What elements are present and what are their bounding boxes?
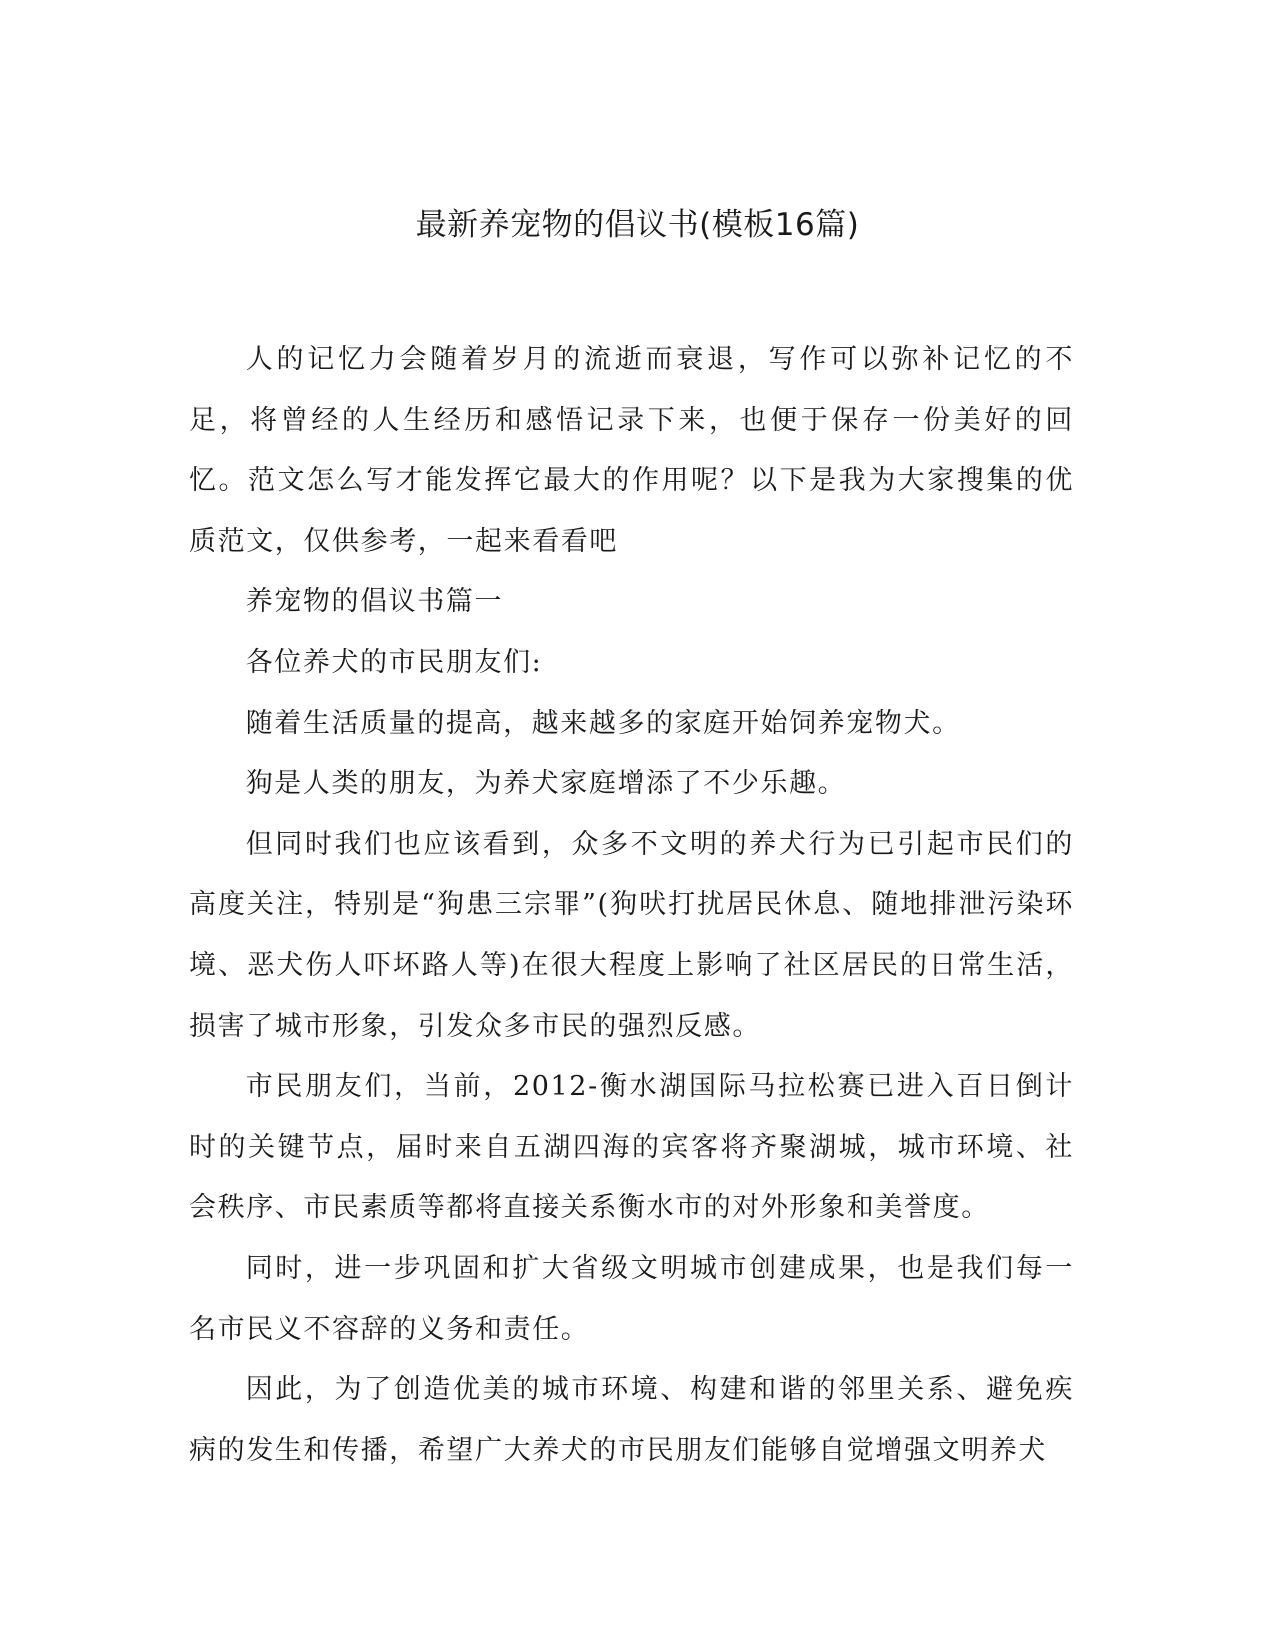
- paragraph: 狗是人类的朋友，为养犬家庭增添了不少乐趣。: [245, 768, 847, 800]
- paragraph: 因此，为了创造优美的城市环境、构建和谐的邻里关系、避免疾病的发生和传播，希望广大养犬的市民朋友们能够自觉增强文明养犬: [189, 1374, 1074, 1466]
- document-title: 最新养宠物的倡议书(模板16篇): [415, 207, 860, 243]
- paragraph: 同时，进一步巩固和扩大省级文明城市创建成果，也是我们每一名市民义不容辞的义务和责任。: [189, 1252, 1074, 1345]
- document-body: [189, 330, 1074, 1481]
- paragraph: 随着生活质量的提高，越来越多的家庭开始饲养宠物犬。: [245, 707, 961, 739]
- section-heading: 养宠物的倡议书篇一: [245, 586, 504, 618]
- paragraph: 但同时我们也应该看到，众多不文明的养犬行为已引起市民们的高度关注，特别是“狗患三宗罪”(狗吠打扰居民休息、随地排泄污染环境、恶犬伤人吓坏路人等)在很大程度上影响了社区居民的日常生活，损害了城市形象，引发众多市民的强烈反感。: [189, 828, 1074, 1042]
- paragraph-intro: 人的记忆力会随着岁月的流逝而衰退，写作可以弥补记忆的不足，将曾经的人生经历和感悟记录下来，也便于保存一份美好的回忆。范文怎么写才能发挥它最大的作用呢？以下是我为大家搜集的优质范文，仅供参考，一起来看看吧: [189, 344, 1074, 557]
- salutation: 各位养犬的市民朋友们:: [245, 646, 543, 678]
- paragraph: 市民朋友们，当前，2012-衡水湖国际马拉松赛已进入百日倒计时的关键节点，届时来自五湖四海的宾客将齐聚湖城，城市环境、社会秩序、市民素质等都将直接关系衡水市的对外形象和美誉度。: [189, 1071, 1074, 1224]
